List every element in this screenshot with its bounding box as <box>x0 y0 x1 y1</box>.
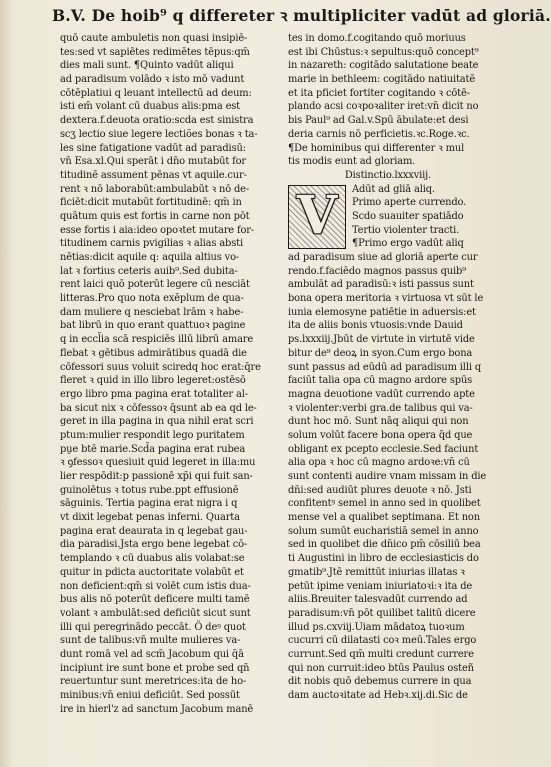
right-column-body <box>288 251 488 703</box>
text-line: iunia elemosyne patiētie in aduersis:et <box>288 306 476 318</box>
text-line: flebat ꝛ gētibus admirātibus quadā die <box>60 347 247 359</box>
text-line: sed in quolibet die dn̄ico pm̄ cōsiliū bea <box>288 539 481 551</box>
text-line: qui non curruit:ideo btūs Paulus osteñ <box>288 662 474 674</box>
text-line: sunt de talibus:vn̄ multe mulieres va- <box>60 635 241 647</box>
text-line: cōfessori suus voluit sciredq hoc erat:q̄re <box>60 361 261 373</box>
text-line: alia opa ꝛ hoc cū magno ardoꝛe:vn̄ cū <box>288 457 470 469</box>
text-line: tes:sed vt sapiētes redimētes tēpus:qm̄ <box>60 46 250 58</box>
text-line: Scdo suauiter spatiādo <box>352 210 464 222</box>
text-line: mense vel a qualibet septimana. Et non <box>288 512 480 524</box>
text-line: sunt contenti audire vnam missam in die <box>288 471 487 482</box>
text-line: bis Paul⁹ ad Gal.v.Spū ābulate:et desi <box>288 115 469 127</box>
text-line: quātum quis est fortis in carne non pōt <box>60 210 250 222</box>
text-line: bus alis nō poterūt deficere multi tamē <box>60 594 250 606</box>
initial-block <box>288 183 488 251</box>
text-line: esse fortis i aia:ideo opoꝛtet mutare for- <box>60 224 255 236</box>
text-line: rendo.f.faciēdo magnos passus quib⁹ <box>288 265 466 277</box>
text-line: reuertuntur sunt meretrices:ita de ho- <box>60 676 247 688</box>
text-line: quō caute ambuletis non quasi insipiē- <box>60 33 248 44</box>
text-line: cucurri cū dilatasti coꝛ meū.Tales ergo <box>288 635 477 647</box>
text-line: aliis.Breuiter talesvadūt currendo ad <box>288 594 468 606</box>
text-line: ps.lxxxiij.Jbūt de virtute in virtutē vide <box>288 334 475 346</box>
text-line: paradisum:vn̄ pōt quilibet talitū dicere <box>288 607 476 619</box>
text-line: Adūt ad gliā aliq. <box>352 183 435 195</box>
text-line: ¶Primo ergo vadūt aliq <box>352 238 464 250</box>
text-line: Tertio violenter tracti. <box>352 224 460 236</box>
text-line: les sine fatigatione vadūt ad paradisū: <box>60 142 246 154</box>
text-line: petūt ipime veniam iniuriatoꝛi:ꝛ ita de <box>288 580 473 592</box>
text-line: ficiēt:dicit mutabūt fortitudinē: qm̄ in <box>60 197 242 209</box>
text-line: tes in domo.f.cogitando quō moriuus <box>288 33 466 44</box>
text-line: bat librū in quo erant quattuoꝛ pagine <box>60 320 246 332</box>
text-line: ire in hierl'z ad sanctum Jacobum manē <box>60 703 254 715</box>
text-line: non deficient:qm̄ si volēt cum istis dua- <box>60 580 251 592</box>
text-line: vn̄ Esa.xl.Qui sperāt i dn̄o mutabūt for <box>60 156 246 168</box>
text-line: sunt passus ad eūdū ad paradisum illi q <box>288 361 481 373</box>
text-line: dn̄i:sed audiūt plures deuote ꝛ nō. Jsti <box>288 484 472 496</box>
text-line: dit nobis quō debemus currere in qua <box>288 676 472 688</box>
text-line: bitur de⁹ deoꝝ in syon.Cum ergo bona <box>288 347 473 359</box>
text-line: titudinem carnis pvigilias ꝛ alias absti <box>60 238 243 250</box>
text-line: ꝛ ꝯfessoꝛ quesiuit quid legeret in illa:mu <box>60 457 256 469</box>
text-line: illi qui peregrinādo peccāt. Ö deꝰ quot <box>60 621 246 633</box>
text-line: litteras.Pro quo nota exēplum de qua- <box>60 293 244 305</box>
text-line: confitentꝰ semel in anno sed in quolibet <box>288 498 481 510</box>
text-line: gmatib⁹.Jtē remittūt iniurias illatas ꝛ <box>288 566 465 578</box>
text-line: isti em̄ volant cū duabus alis:pma est <box>60 101 241 113</box>
text-line: dam auctoꝛitate ad Hebꝛ.xij.di.Sic de <box>288 690 468 701</box>
text-line: faciūt talia opa cū magno ardore spūs <box>288 375 473 387</box>
chapter-heading <box>288 142 488 169</box>
text-line: rent ꝛ nō laborabūt:ambulabūt ꝛ nō de- <box>60 183 250 195</box>
decorated-initial-letter <box>288 185 346 249</box>
distinctio-label: Distinctio.lxxxviij. <box>344 169 432 181</box>
text-line: dam muliere q nesciebat lrām ꝛ habe- <box>60 306 244 318</box>
text-line: guinolētus ꝛ totus rube.ppt effusionē <box>60 484 239 496</box>
text-line: incipiunt ire sunt bone et probe sed qn̄ <box>60 662 250 674</box>
text-line: quitur in pdicta auctoritate volabūt et <box>60 566 244 578</box>
text-line: ꝛ violenter:verbi gra.de talibus qui va- <box>288 402 473 414</box>
text-line: dunt romā vel ad scm̄ Jacobum qui q̄ā <box>60 648 244 660</box>
text-line: lier respōdit:p passionē xp̄i qui fuit san- <box>60 471 253 482</box>
text-line: nētias:dicit aquile q: aquila altius vo- <box>60 252 240 263</box>
text-line: vt dixit legebat penas inferni. Quarta <box>60 512 240 524</box>
text-line: q in eccl̄ia scā respiciēs illū librū amare <box>60 334 254 346</box>
left-text-column <box>60 32 278 716</box>
text-line: scʒ lectio siue legere lectiões bonas ꝛ ta- <box>60 128 258 140</box>
text-line: geret in illa pagina in qua nihil erat scri <box>60 416 254 428</box>
text-line: volant ꝛ ambulāt:sed deficiūt sicut sunt <box>60 607 251 619</box>
text-line: obligant ex pcepto ecclesie.Sed faciunt <box>288 443 479 455</box>
initial-letter-glyph: V <box>296 184 338 246</box>
text-line: ergo libro pma pagina erat totaliter al- <box>60 388 248 400</box>
text-line: ba sicut nix ꝛ cōfessoꝛ q̄sunt ab ea qd le- <box>60 402 257 414</box>
text-line: ¶De hominibus qui differenter ꝛ mul <box>288 142 465 154</box>
text-line: ambulāt ad paradisū:ꝛ isti passus sunt <box>288 279 474 291</box>
text-line: est ibi Chūstus:ꝛ sepultus:quō concept⁹ <box>288 46 479 58</box>
text-line: tis modis eunt ad gloriam. <box>288 156 416 168</box>
text-line: dextera.f.deuota oratio:scda est sinistra <box>60 115 254 127</box>
text-line: et ita pficiet fortiter cogitando ꝛ cōtē- <box>288 87 470 99</box>
text-line: ad paradisum siue ad gloriā aperte cur <box>288 252 478 263</box>
text-line: pu̱e btē marie.Scd̄a pagina erat rubea <box>60 443 246 455</box>
text-line: sāguinis. Tertia pagina erat nigra i q <box>60 498 238 510</box>
text-line: dunt hoc mō. Sunt nāq aliqui qui non <box>288 416 469 428</box>
right-text-column <box>288 32 488 703</box>
running-head: B.V. De hoib⁹ q differeter ꝛ multipliciter vadūt ad gloriā. <box>52 6 551 25</box>
text-line: fleret ꝛ quid in illo libro legeret:ostēsō <box>60 375 246 387</box>
text-line: magna deuotione vadūt currendo apte <box>288 388 475 400</box>
text-line: currunt.Sed qm̄ multi credunt currere <box>288 648 474 660</box>
text-line: solum sumūt eucharistiā semel in anno <box>288 525 479 537</box>
text-line: pagina erat deaurata in q legebat gau- <box>60 525 248 537</box>
text-line: in nazareth: cogitādo salutatione beate <box>288 60 479 72</box>
text-line: templando ꝛ cū duabus alis volabat:se <box>60 553 245 565</box>
text-line: rent laici quō poterūt legere cū nesciāt <box>60 279 250 291</box>
text-line: titudinē assument pēnas vt aquile.cur- <box>60 169 247 181</box>
text-line: dies mali sunt. ¶Quinto vadūt aliqui <box>60 60 234 72</box>
text-line: ad paradisum volādo ꝛ isto mō vadunt <box>60 74 245 86</box>
text-line: Primo aperte currendo. <box>352 197 467 209</box>
text-line: cōtēplatiui q leuant intellectū ad deum: <box>60 87 252 99</box>
text-line: ptum:mulier respondit lego puritatem <box>60 429 245 441</box>
text-line: ita de aliis bonis vtuosis:vnde Dauid <box>288 320 463 332</box>
text-line: illud ps.cxviij.Uiam mādatoꝝ tuoꝛum <box>288 621 465 633</box>
text-line: marie in bethleem: cogitādo natiuitatē <box>288 74 476 86</box>
text-line: solum volūt facere bona opera q̄d que <box>288 429 473 441</box>
text-line: bona opera meritoria ꝛ virtuosa vt sūt le <box>288 293 484 305</box>
text-line: lat ꝛ fortius ceteris auib⁹.Sed dubita- <box>60 265 238 277</box>
text-line: dia paradisi.Jsta ergo bene legebat cō- <box>60 539 248 551</box>
text-line: ti Augustini in libro de ecclesiasticis do <box>288 553 479 565</box>
text-line: plando acsi coꝛpoꝛaliter iret:vn̄ dicit no <box>288 101 479 113</box>
right-column-continuation <box>288 32 488 142</box>
text-line: deria carnis nō perficietis.ꝛc.Roge.ꝛc. <box>288 128 470 140</box>
text-line: minibus:vn̄ eniui deficiūt. Sed possūt <box>60 690 240 701</box>
